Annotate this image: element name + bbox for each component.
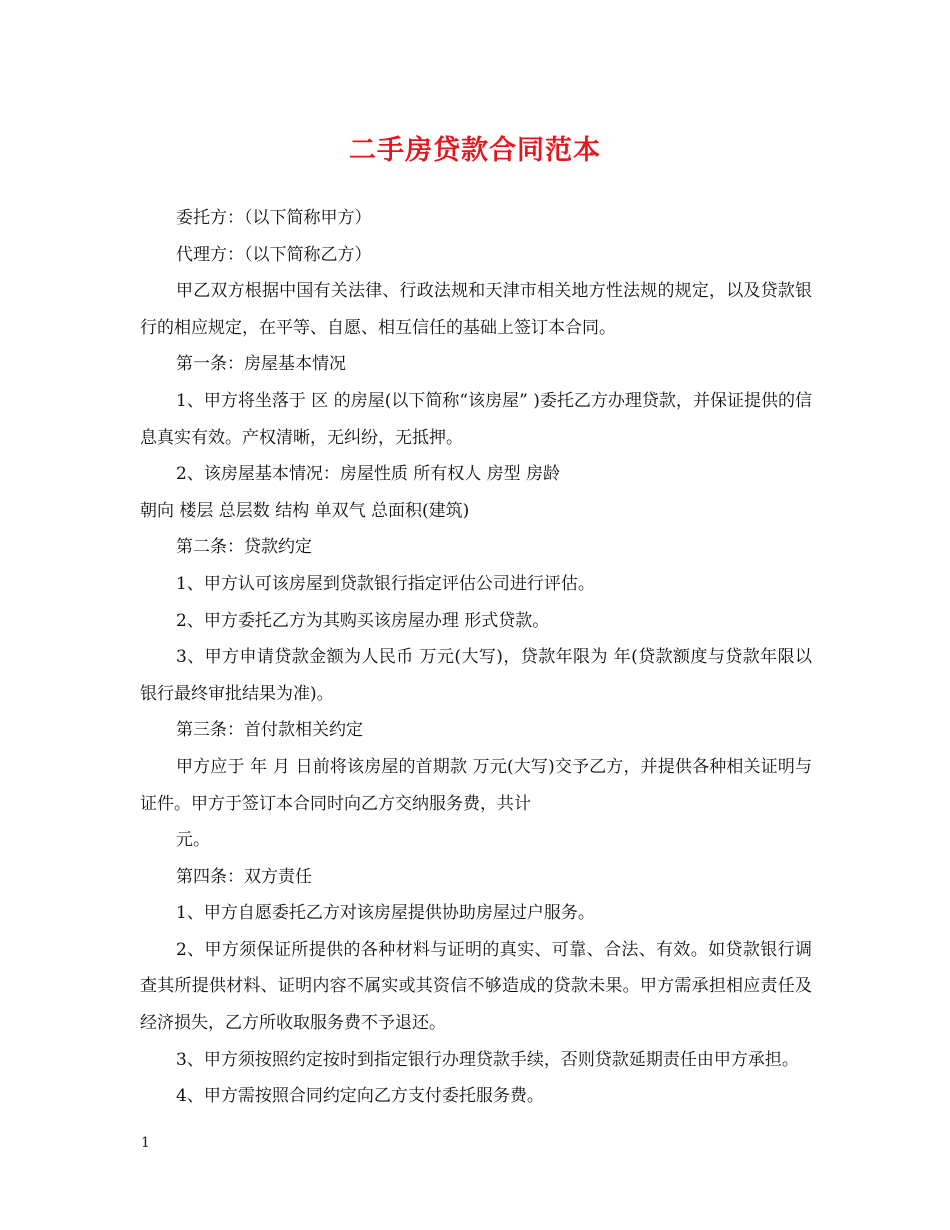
paragraph-agent: 代理方：（以下简称乙方） [176,244,372,265]
section-heading-2: 第二条：贷款约定 [176,537,312,558]
paragraph-3-1-cont: 元。 [176,830,210,851]
document-body [140,200,812,1115]
document-title: 二手房贷款合同范本 [349,135,601,166]
section-heading-3: 第三条：首付款相关约定 [176,720,363,741]
paragraph-4-4: 4、甲方需按照合同约定向乙方支付委托服务费。 [176,1086,544,1107]
paragraph-2-3: 3、甲方申请贷款金额为人民币 万元(大写)，贷款年限为 年(贷款额度与贷款年限以银行最终审批结果为准)。 [140,647,812,704]
section-heading-1: 第一条：房屋基本情况 [176,354,346,375]
paragraph-1-2: 2、该房屋基本情况：房屋性质 所有权人 房型 房龄 [176,464,561,485]
page-number: 1 [141,1135,150,1151]
paragraph-1-1: 1、甲方将坐落于 区 的房屋(以下简称“该房屋” )委托乙方办理贷款，并保证提供的信息真实有效。产权清晰，无纠纷，无抵押。 [140,390,812,448]
paragraph-4-3: 3、甲方须按照约定按时到指定银行办理贷款手续，否则贷款延期责任由甲方承担。 [176,1049,799,1070]
paragraph-1-2-cont: 朝向 楼层 总层数 结构 单双气 总面积(建筑) [140,500,470,521]
paragraph-2-1: 1、甲方认可该房屋到贷款银行指定评估公司进行评估。 [176,573,595,594]
paragraph-2-2: 2、甲方委托乙方为其购买该房屋办理 形式贷款。 [176,610,550,631]
paragraph-preamble: 甲乙双方根据中国有关法律、行政法规和天津市相关地方性法规的规定，以及贷款银行的相应规定，在平等、自愿、相互信任的基础上签订本合同。 [140,281,812,338]
paragraph-client: 委托方：（以下简称甲方） [176,208,372,228]
paragraph-3-1: 甲方应于 年 月 日前将该房屋的首期款 万元(大写)交予乙方，并提供各种相关证明与证件。甲方于签订本合同时向乙方交纳服务费，共计 [140,756,812,814]
paragraph-4-1: 1、甲方自愿委托乙方对该房屋提供协助房屋过户服务。 [176,903,595,924]
paragraph-4-2: 2、甲方须保证所提供的各种材料与证明的真实、可靠、合法、有效。如贷款银行调查其所提供材料、证明内容不属实或其资信不够造成的贷款未果。甲方需承担相应责任及经济损失，乙方所收取服务费不予退还。 [140,939,812,1034]
section-heading-4: 第四条：双方责任 [176,866,312,887]
